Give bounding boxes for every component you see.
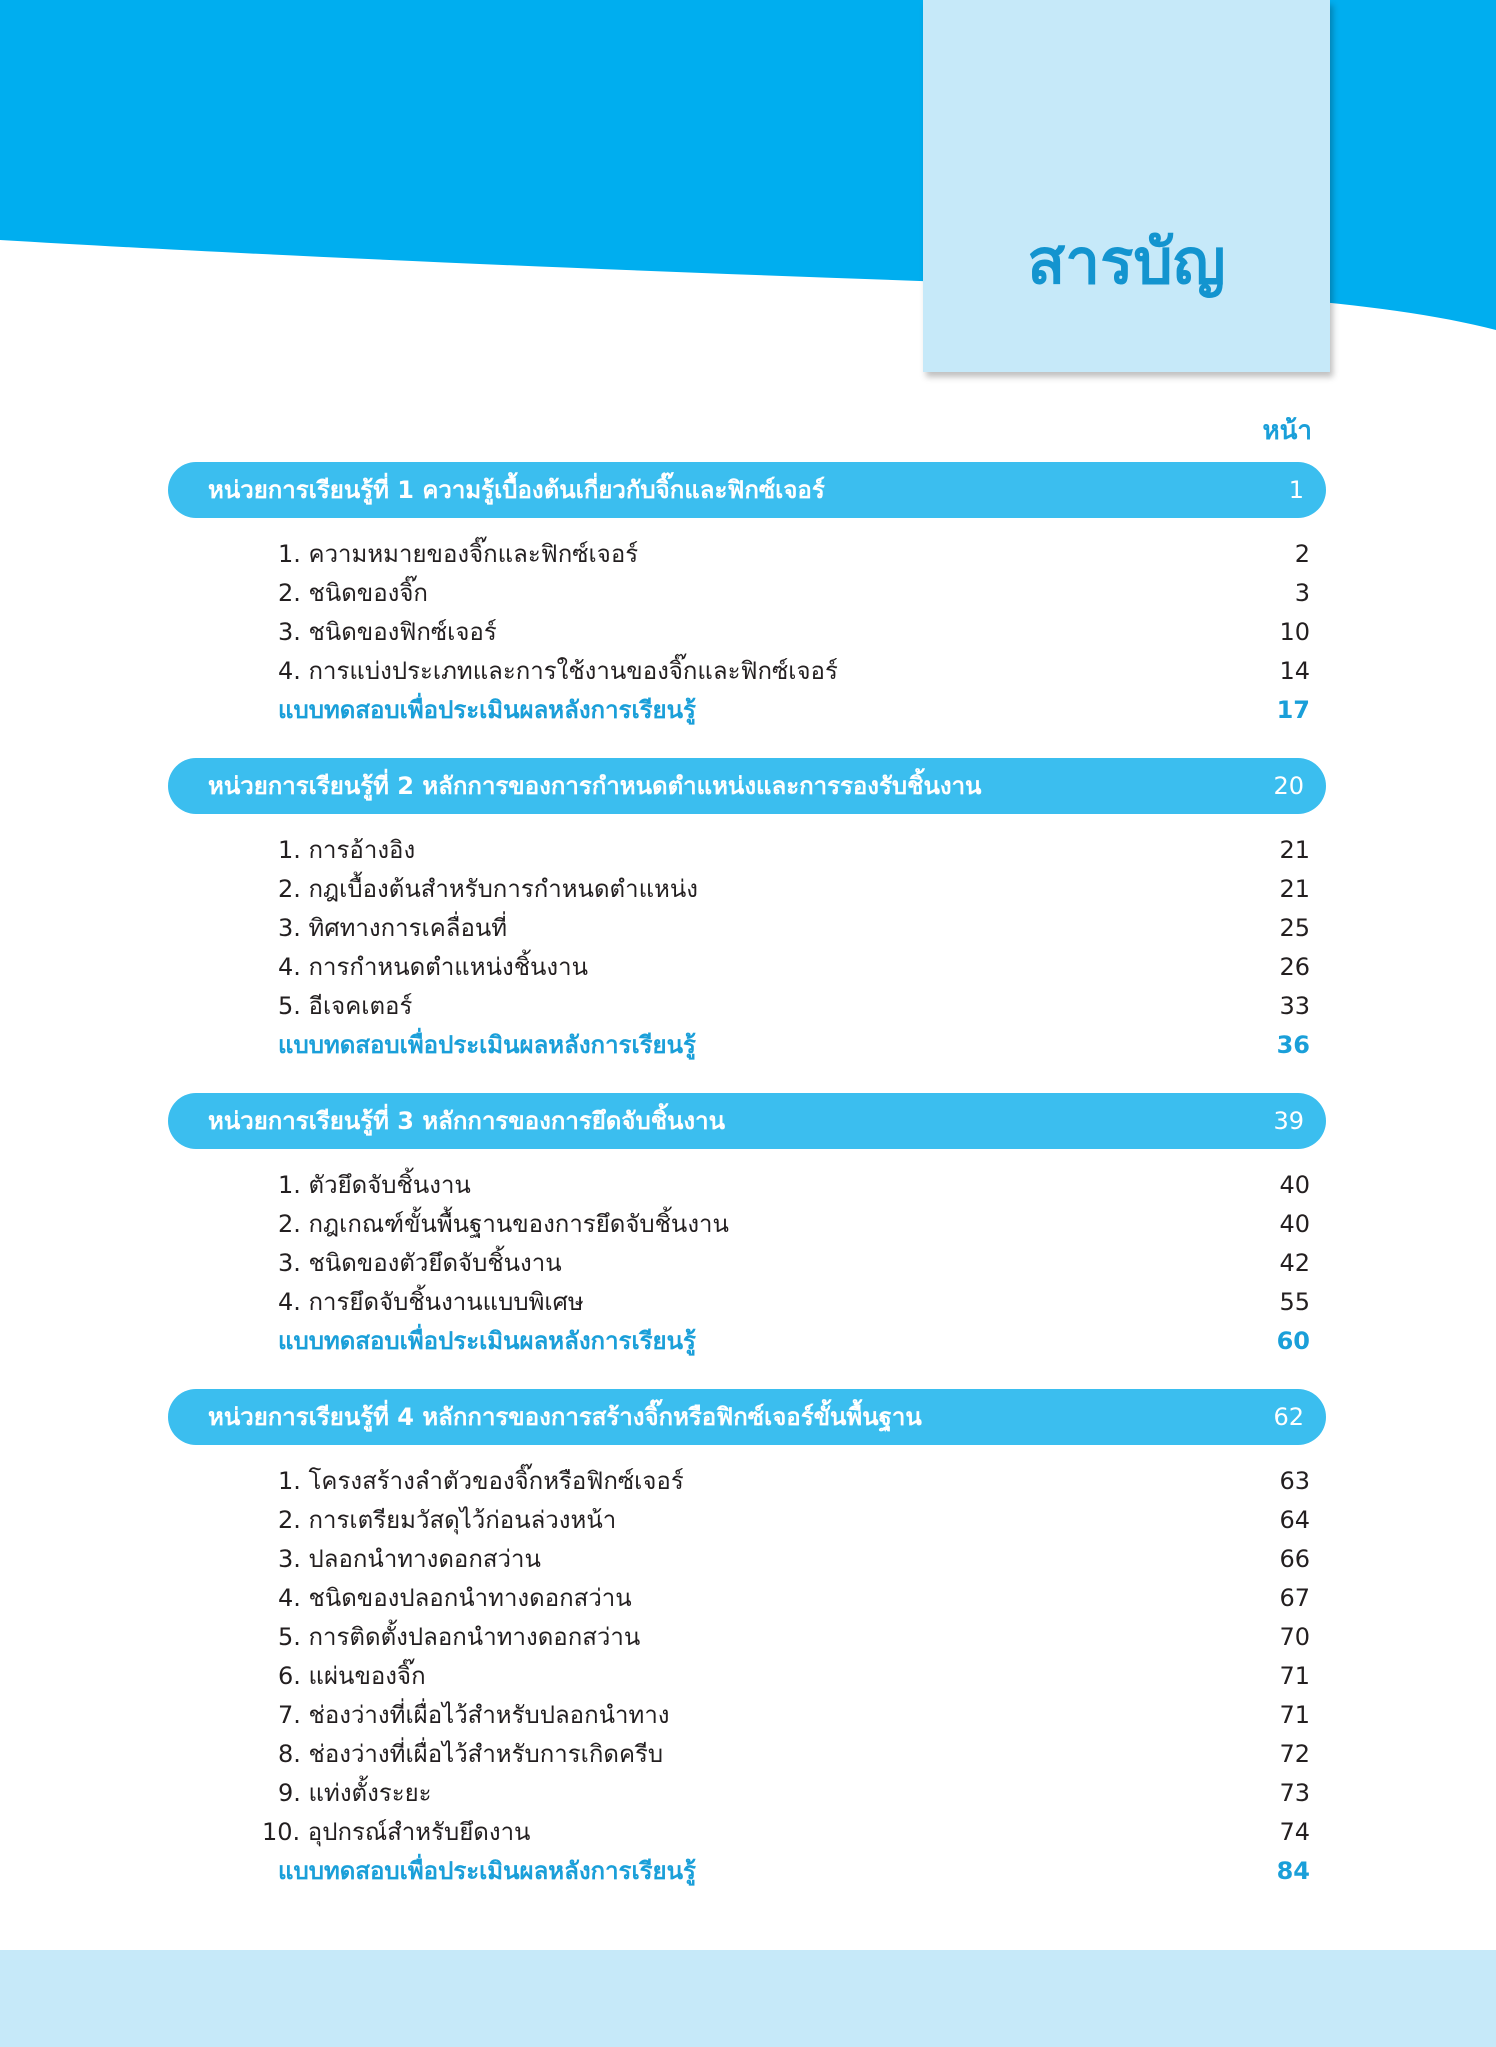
entry-text: 1. โครงสร้างลำตัวของจิ๊กหรือฟิกซ์เจอร์ xyxy=(278,1467,684,1495)
quiz-entry[interactable] xyxy=(278,1026,1310,1065)
unit-title: หน่วยการเรียนรู้ที่ 2 หลักการของการกำหนดตำแหน่งและการรองรับชิ้นงาน xyxy=(208,772,982,800)
toc-entry[interactable] xyxy=(278,1462,1310,1501)
entry-page: 55 xyxy=(1279,1288,1310,1316)
unit-page: 39 xyxy=(1273,1107,1304,1135)
entry-page: 40 xyxy=(1279,1171,1310,1199)
entry-page: 14 xyxy=(1279,657,1310,685)
entry-text: 3. ชนิดของตัวยึดจับชิ้นงาน xyxy=(278,1249,562,1277)
entry-text: 2. การเตรียมวัสดุไว้ก่อนล่วงหน้า xyxy=(278,1506,617,1534)
entry-text: 1. การอ้างอิง xyxy=(278,836,416,864)
unit-page: 62 xyxy=(1273,1403,1304,1431)
entry-page: 67 xyxy=(1279,1584,1310,1612)
toc-entry[interactable] xyxy=(278,535,1310,574)
toc-entry[interactable] xyxy=(278,1774,1310,1813)
entry-page: 2 xyxy=(1294,540,1310,568)
quiz-page: 17 xyxy=(1276,696,1310,724)
unit-page: 1 xyxy=(1288,476,1304,504)
entry-text: 7. ช่องว่างที่เผื่อไว้สำหรับปลอกนำทาง xyxy=(278,1701,670,1729)
toc-entry[interactable] xyxy=(278,1579,1310,1618)
toc-entry[interactable] xyxy=(278,1244,1310,1283)
entry-text: 6. แผ่นของจิ๊ก xyxy=(278,1662,426,1690)
entry-text: 2. กฎเบื้องต้นสำหรับการกำหนดตำแหน่ง xyxy=(278,875,698,903)
entry-page: 21 xyxy=(1279,836,1310,864)
entry-page: 66 xyxy=(1279,1545,1310,1573)
entry-text: 2. ชนิดของจิ๊ก xyxy=(278,579,428,607)
entry-text: 1. ตัวยึดจับชิ้นงาน xyxy=(278,1171,471,1199)
entry-page: 33 xyxy=(1279,992,1310,1020)
entry-text: 4. การยึดจับชิ้นงานแบบพิเศษ xyxy=(278,1288,584,1316)
toc-entry[interactable] xyxy=(278,909,1310,948)
entry-page: 25 xyxy=(1279,914,1310,942)
entry-text: 4. ชนิดของปลอกนำทางดอกสว่าน xyxy=(278,1584,632,1612)
page-title: สารบัญ xyxy=(1027,225,1226,298)
entry-page: 21 xyxy=(1279,875,1310,903)
quiz-entry[interactable] xyxy=(278,691,1310,730)
page-column-label: หน้า xyxy=(1262,416,1312,446)
toc-entry[interactable] xyxy=(278,1540,1310,1579)
quiz-text: แบบทดสอบเพื่อประเมินผลหลังการเรียนรู้ xyxy=(278,1031,696,1059)
toc-entry[interactable] xyxy=(278,1501,1310,1540)
entry-text: 4. การแบ่งประเภทและการใช้งานของจิ๊กและฟิกซ์เจอร์ xyxy=(278,657,838,685)
entry-text: 9. แท่งตั้งระยะ xyxy=(278,1779,432,1807)
entry-text: 4. การกำหนดตำแหน่งชิ้นงาน xyxy=(278,953,589,981)
entry-page: 40 xyxy=(1279,1210,1310,1238)
footer-band xyxy=(0,1950,1496,2047)
toc-entry[interactable] xyxy=(278,1735,1310,1774)
quiz-text: แบบทดสอบเพื่อประเมินผลหลังการเรียนรู้ xyxy=(278,696,696,724)
entry-text: 3. ทิศทางการเคลื่อนที่ xyxy=(278,914,508,942)
toc-entry[interactable] xyxy=(278,870,1310,909)
quiz-page: 36 xyxy=(1276,1031,1310,1059)
entry-page: 71 xyxy=(1279,1662,1310,1690)
entry-text: 5. การติดตั้งปลอกนำทางดอกสว่าน xyxy=(278,1623,641,1651)
entry-text: 5. อีเจคเตอร์ xyxy=(278,992,413,1020)
quiz-page: 60 xyxy=(1276,1327,1310,1355)
unit-1-header[interactable] xyxy=(168,462,1326,518)
entry-page: 26 xyxy=(1279,953,1310,981)
unit-title: หน่วยการเรียนรู้ที่ 4 หลักการของการสร้างจิ๊กหรือฟิกซ์เจอร์ขั้นพื้นฐาน xyxy=(208,1403,922,1431)
toc-entry[interactable] xyxy=(278,1657,1310,1696)
entry-text: 3. ชนิดของฟิกซ์เจอร์ xyxy=(278,618,497,646)
entry-text: 3. ปลอกนำทางดอกสว่าน xyxy=(278,1545,541,1573)
entry-text: 8. ช่องว่างที่เผื่อไว้สำหรับการเกิดครีบ xyxy=(278,1740,664,1768)
entry-page: 63 xyxy=(1279,1467,1310,1495)
quiz-text: แบบทดสอบเพื่อประเมินผลหลังการเรียนรู้ xyxy=(278,1327,696,1355)
toc-entry[interactable] xyxy=(278,613,1310,652)
entry-page: 72 xyxy=(1279,1740,1310,1768)
toc-entry[interactable] xyxy=(278,1205,1310,1244)
toc-entry[interactable] xyxy=(278,574,1310,613)
unit-4-header[interactable] xyxy=(168,1389,1326,1445)
quiz-page: 84 xyxy=(1276,1857,1310,1885)
unit-title: หน่วยการเรียนรู้ที่ 1 ความรู้เบื้องต้นเกี่ยวกับจิ๊กและฟิกซ์เจอร์ xyxy=(208,476,825,504)
quiz-entry[interactable] xyxy=(278,1322,1310,1361)
quiz-entry[interactable] xyxy=(278,1852,1310,1891)
quiz-text: แบบทดสอบเพื่อประเมินผลหลังการเรียนรู้ xyxy=(278,1857,696,1885)
unit-title: หน่วยการเรียนรู้ที่ 3 หลักการของการยึดจับชิ้นงาน xyxy=(208,1107,725,1135)
entry-page: 3 xyxy=(1294,579,1310,607)
entry-page: 70 xyxy=(1279,1623,1310,1651)
entry-page: 74 xyxy=(1279,1818,1310,1846)
unit-2-header[interactable] xyxy=(168,758,1326,814)
entry-page: 10 xyxy=(1279,618,1310,646)
toc-entry[interactable] xyxy=(278,948,1310,987)
entry-page: 42 xyxy=(1279,1249,1310,1277)
toc-entry[interactable] xyxy=(278,831,1310,870)
toc-entry[interactable] xyxy=(278,987,1310,1026)
entry-page: 64 xyxy=(1279,1506,1310,1534)
entry-page: 71 xyxy=(1279,1701,1310,1729)
unit-3-header[interactable] xyxy=(168,1093,1326,1149)
toc-entry[interactable] xyxy=(278,1618,1310,1657)
toc-entry[interactable] xyxy=(278,1696,1310,1735)
entry-page: 73 xyxy=(1279,1779,1310,1807)
title-box xyxy=(923,0,1330,372)
toc-entry[interactable] xyxy=(278,652,1310,691)
entry-text: 2. กฎเกณฑ์ขั้นพื้นฐานของการยึดจับชิ้นงาน xyxy=(278,1210,729,1238)
toc-entry[interactable] xyxy=(278,1283,1310,1322)
unit-page: 20 xyxy=(1273,772,1304,800)
toc-entry[interactable] xyxy=(278,1166,1310,1205)
entry-text: 1. ความหมายของจิ๊กและฟิกซ์เจอร์ xyxy=(278,540,639,568)
toc-entry[interactable] xyxy=(262,1813,1310,1852)
entry-text: 10. อุปกรณ์สำหรับยึดงาน xyxy=(262,1818,531,1846)
